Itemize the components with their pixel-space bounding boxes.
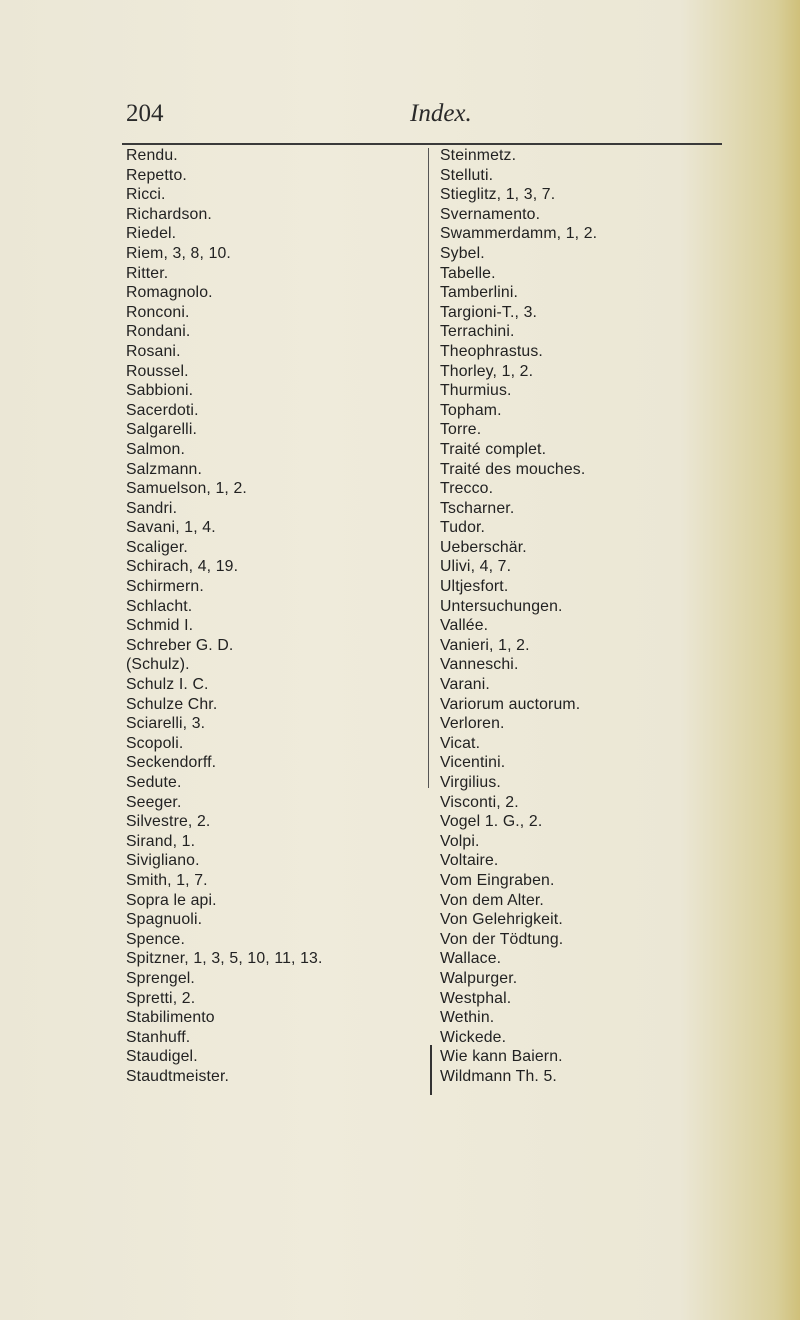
index-entry: Virgilius.: [440, 774, 501, 791]
index-entry: Salgarelli.: [126, 421, 198, 439]
index-entry: Riem, 3, 8, 10.: [126, 244, 231, 262]
index-entry: Wie kann Baiern.: [440, 1048, 563, 1066]
index-entry: Rondani.: [126, 323, 191, 341]
index-entry: Silvestre, 2.: [126, 813, 211, 831]
index-entry: Repetto.: [126, 166, 187, 184]
index-entry: Rendu.: [126, 147, 178, 164]
index-entry: Traité des mouches.: [440, 460, 586, 478]
index-entry: Samuelson, 1, 2.: [126, 480, 247, 498]
index-entry: Theophrastus.: [440, 342, 543, 360]
index-entry: Voltaire.: [440, 852, 499, 870]
index-entry: Spitzner, 1, 3, 5, 10, 11, 13.: [126, 950, 323, 968]
index-entry: Traité complet.: [440, 440, 547, 458]
index-entry: Verloren.: [440, 715, 505, 733]
index-entry: Spagnuoli.: [126, 911, 203, 929]
index-column-right: [440, 146, 770, 1087]
index-entry: Svernamento.: [440, 205, 541, 223]
index-entry: Swammerdamm, 1, 2.: [440, 225, 598, 243]
index-entry: Thurmius.: [440, 382, 512, 400]
index-entry: Volpi.: [440, 832, 480, 850]
index-entry: Sedute.: [126, 774, 182, 791]
index-entry: Sacerdoti.: [126, 401, 199, 419]
index-entry: Vanieri, 1, 2.: [440, 636, 530, 654]
index-entry: Tamberlini.: [440, 284, 519, 302]
index-entry: Ultjesfort.: [440, 578, 509, 596]
index-entry: Staudigel.: [126, 1048, 198, 1066]
index-entry: Sabbioni.: [126, 382, 194, 400]
index-entry: Targioni-T., 3.: [440, 303, 538, 321]
index-entry: Salmon.: [126, 440, 186, 458]
index-entry: Scaliger.: [126, 538, 188, 556]
index-entry: Vicentini.: [440, 754, 506, 772]
index-entry: Ronconi.: [126, 303, 190, 321]
index-entry: Schlacht.: [126, 597, 193, 615]
index-entry: Steinmetz.: [440, 147, 517, 164]
index-entry: Seckendorff.: [126, 754, 217, 772]
index-entry: Stieglitz, 1, 3, 7.: [440, 186, 556, 204]
index-entry: Sprengel.: [126, 969, 195, 987]
index-entry: Von Gelehrigkeit.: [440, 911, 563, 929]
index-entry: Schmid I.: [126, 617, 194, 635]
index-entry: Torre.: [440, 421, 482, 439]
index-entry: Sivigliano.: [126, 852, 200, 870]
index-entry: Stelluti.: [440, 166, 494, 184]
index-entry: Wethin.: [440, 1009, 495, 1027]
index-entry: Vanneschi.: [440, 656, 519, 674]
index-entry: (Schulz).: [126, 656, 190, 674]
index-entry: Schreber G. D.: [126, 636, 234, 654]
index-entry: Sandri.: [126, 499, 178, 517]
index-entry: Schirach, 4, 19.: [126, 558, 239, 576]
index-entry: Schulz I. C.: [126, 676, 209, 694]
index-entry: Vom Eingraben.: [440, 871, 555, 889]
index-entry: Von der Tödtung.: [440, 930, 564, 948]
index-entry: Savani, 1, 4.: [126, 519, 216, 537]
header-rule: [122, 143, 722, 145]
index-entry: Wildmann Th. 5.: [440, 1067, 557, 1085]
index-entry: Thorley, 1, 2.: [440, 362, 534, 380]
index-entry: Ueberschär.: [440, 538, 527, 556]
index-entry: Walpurger.: [440, 969, 518, 987]
index-entry: Vogel 1. G., 2.: [440, 813, 543, 831]
index-entry: Sciarelli, 3.: [126, 715, 206, 733]
index-entry: Scopoli.: [126, 734, 184, 752]
index-entry: Romagnolo.: [126, 284, 213, 302]
page-number: 204: [126, 100, 164, 127]
index-entry: Sopra le api.: [126, 891, 217, 909]
index-entry: Wickede.: [440, 1028, 507, 1046]
index-entry: Varani.: [440, 676, 490, 694]
index-entry: Sirand, 1.: [126, 832, 196, 850]
index-column-left: [126, 146, 426, 1087]
index-entry: Salzmann.: [126, 460, 202, 478]
index-entry: Spretti, 2.: [126, 989, 196, 1007]
index-entry: Schulze Chr.: [126, 695, 218, 713]
index-entry: Von dem Alter.: [440, 891, 544, 909]
index-entry: Ricci.: [126, 186, 166, 204]
running-title: Index.: [410, 100, 472, 127]
column-divider: [428, 148, 429, 788]
index-entry: Ritter.: [126, 264, 169, 282]
index-entry: Smith, 1, 7.: [126, 871, 208, 889]
index-entry: Wallace.: [440, 950, 502, 968]
index-entry: Stabilimento: [126, 1009, 215, 1027]
index-entry: Tudor.: [440, 519, 486, 537]
index-entry: Tscharner.: [440, 499, 515, 517]
index-entry: Spence.: [126, 930, 186, 948]
index-entry: Terrachini.: [440, 323, 515, 341]
index-entry: Schirmern.: [126, 578, 204, 596]
index-entry: Tabelle.: [440, 264, 496, 282]
index-entry: Westphal.: [440, 989, 512, 1007]
index-entry: Visconti, 2.: [440, 793, 519, 811]
index-entry: Variorum auctorum.: [440, 695, 581, 713]
page-header: [0, 100, 800, 140]
index-entry: Vallée.: [440, 617, 489, 635]
index-entry: Untersuchungen.: [440, 597, 563, 615]
index-entry: Sybel.: [440, 244, 485, 262]
index-entry: Seeger.: [126, 793, 182, 811]
index-entry: Staudtmeister.: [126, 1067, 230, 1085]
index-entry: Roussel.: [126, 362, 189, 380]
index-entry: Rosani.: [126, 342, 181, 360]
index-entry: Trecco.: [440, 480, 494, 498]
index-entry: Richardson.: [126, 205, 212, 223]
index-entry: Topham.: [440, 401, 502, 419]
column-divider-lower: [430, 1045, 432, 1095]
index-entry: Stanhuff.: [126, 1028, 191, 1046]
index-entry: Ulivi, 4, 7.: [440, 558, 512, 576]
index-entry: Vicat.: [440, 734, 481, 752]
index-entry: Riedel.: [126, 225, 177, 243]
